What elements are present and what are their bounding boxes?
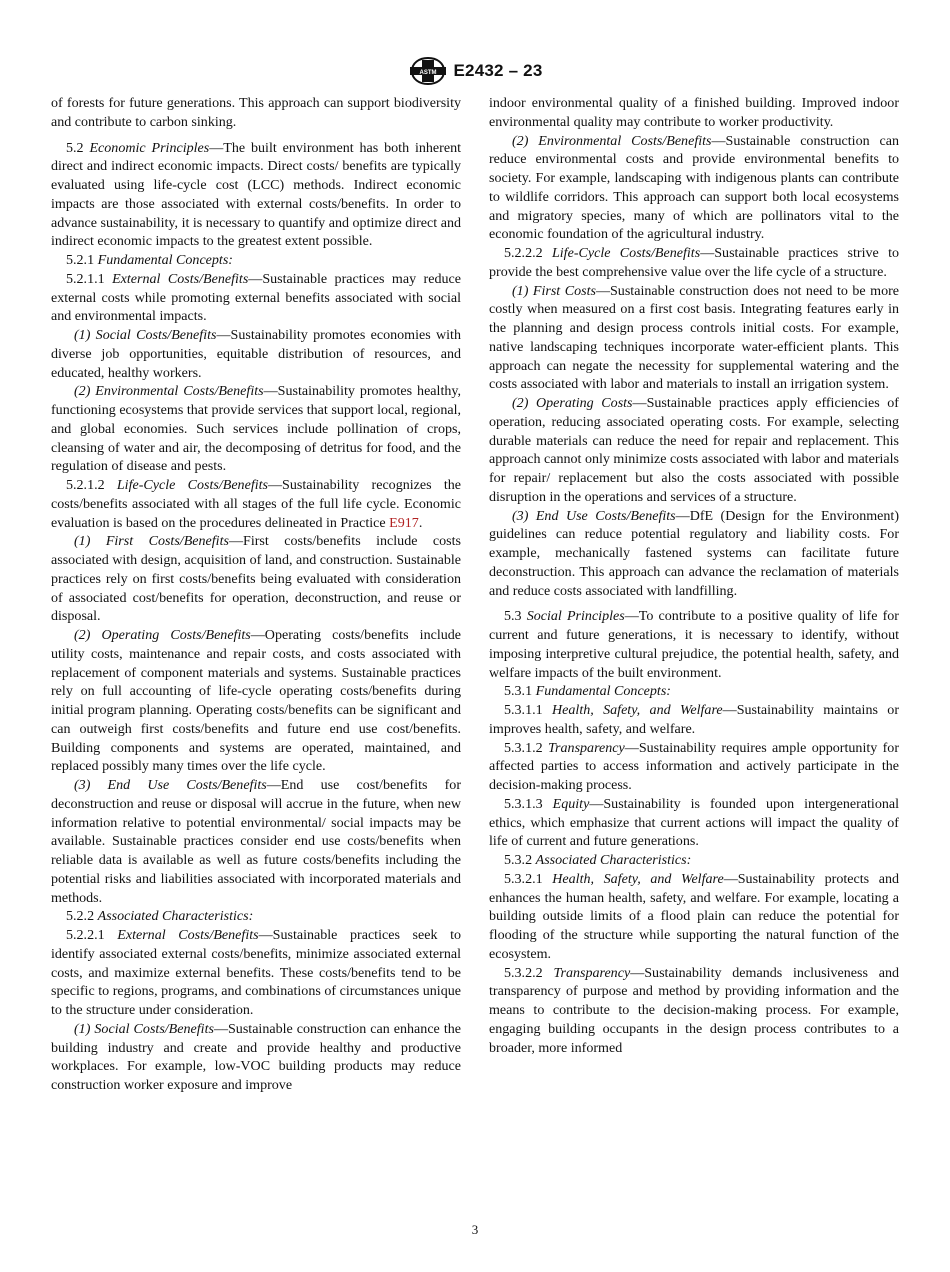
section-5-3-1: 5.3.1 Fundamental Concepts:	[504, 683, 671, 700]
left-column	[51, 94, 461, 1095]
section-5-2-2-1-item-2: (2) Environmental Costs/Benefits—Sustainable construction can reduce environmental costs and provide environmental benefits to society. For example, landscaping with indigenous plants can contribute to wildlife corridors. This approach can support both local ecosystems and migratory species, many of which are pollinators vital to the economic foundation of the agricultural industry.	[489, 132, 900, 243]
paragraph-forests: of forests for future generations. This approach can support biodiversity and contribute to carbon sinking.	[51, 95, 461, 130]
section-5-2-2-2-item-3: (3) End Use Costs/Benefits—DfE (Design for the Environment) guidelines can reduce potential regulatory and liability costs. For example, mechanically fastened systems can facilitate future deconstruction. This approach can advance the reclamation of materials and reduce costs associated with landfilling.	[489, 507, 899, 599]
section-5-3-2-2: 5.3.2.2 Transparency—Sustainability demands inclusiveness and transparency of purpose and method by providing information and the means to contribute to the decision-making process. For example, engaging building occupants in the design process contributes to a broader, more informed	[489, 964, 899, 1056]
page-header	[0, 56, 950, 86]
section-5-2-2: 5.2.2 Associated Characteristics:	[66, 908, 254, 925]
section-5-2-1: 5.2.1 Fundamental Concepts:	[66, 252, 233, 268]
section-5-2-2-2-item-2: (2) Operating Costs—Sustainable practices apply efficiencies of operation, reducing associated operating costs. For example, selecting durable materials can reduce the need for repair and replacement. This approach cannot only minimize costs associated with labor and materials for repair/ replacement but also the costs associated with possible disruption in the operations and services of a structure.	[489, 395, 899, 505]
astm-logo-icon	[408, 56, 448, 86]
section-5-2-2-2-item-1: (1) First Costs—Sustainable construction does not need to be more costly when measured on a first cost basis. Integrating features early in the planning and design process controls initial costs. For example, native landscaping techniques incorporate water-efficient plants. This approach can negate the necessity for supplemental watering and the costs associated with labor and materials to install an irrigation system.	[489, 282, 900, 393]
section-5-2-2-2: 5.2.2.2 Life-Cycle Costs/Benefits—Sustainable practices strive to provide the best comprehensive value over the life cycle of a structure.	[489, 245, 900, 280]
section-5-3-2: 5.3.2 Associated Characteristics:	[504, 852, 692, 868]
page-number: 3	[471, 1222, 479, 1237]
section-5-2-2-1: 5.2.2.1 External Costs/Benefits—Sustainable practices seek to identify associated external costs/benefits, minimize associated external costs, and maximize external benefits. These costs/benefits tend to be specific to regions, programs, and combinations of circumstances unique to the structure under consideration.	[51, 927, 462, 1018]
section-5-3: 5.3 Social Principles—To contribute to a positive quality of life for current and future generations, it is necessary to identify, without imposing interpretive cultural prejudice, the potential health, safety, and welfare impacts of the built environment.	[489, 608, 899, 681]
section-5-2-1-2-item-1: (1) First Costs/Benefits—First costs/benefits include costs associated with design, acquisition of land, and construction. Sustainable practices rely on first costs/benefits being evaluated with consideration of associated cost/benefits for operation, deconstruction, and reuse or disposal.	[51, 533, 462, 625]
section-5-2: 5.2 Economic Principles—The built environment has both inherent direct and indirect economic impacts. Direct costs/ benefits are typically evaluated using life-cycle cost (LCC) methods. Indirect economic impacts are those associated with external costs/benefits. In order to advance sustainability, it is necessary to quantify and optimize direct and indirect economic impacts to the greatest extent possible.	[51, 139, 462, 250]
section-5-2-1-2-item-2: (2) Operating Costs/Benefits—Operating costs/benefits include utility costs, maintenance and repair costs, and costs associated with replacement of component materials and systems. Sustainable practices rely on full accounting of life-cycle operating costs/benefits during initial program planning. Operating costs/benefits can be significant and can outweigh first costs/benefits and future end use cost/benefits. Building components and systems are operated, maintained, and replaced possibly many times over the life cycle.	[51, 627, 462, 775]
section-5-2-2-1-item-1: (1) Social Costs/Benefits—Sustainable construction can enhance the building industry and create and provide healthy and productive workplaces. For example, low-VOC building products may reduce construction worker exposure and improve	[51, 1020, 461, 1093]
section-5-2-1-2: 5.2.1.2 Life-Cycle Costs/Benefits—Sustainability recognizes the costs/benefits associated with all stages of the full life cycle. Economic evaluation is based on the procedures delineated in Practice E917.	[51, 477, 461, 531]
paragraph-indoor-quality: indoor environmental quality of a finished building. Improved indoor environmental quality may contribute to worker productivity.	[489, 95, 899, 130]
section-5-2-1-2-item-3: (3) End Use Costs/Benefits—End use cost/benefits for deconstruction and reuse or disposal will accrue in the future, when new information relative to potential environmental/ social impacts may be available. Sustainable practices consider end use costs/benefits when reliable data is available as well as future costs/benefits including the potential risks and liabilities associated with incorporated materials and methods.	[51, 777, 462, 906]
section-5-3-1-2: 5.3.1.2 Transparency—Sustainability requires ample opportunity for affected parties to access information and actively participate in the decision-making process.	[489, 739, 900, 793]
section-5-3-2-1: 5.3.2.1 Health, Safety, and Welfare—Sustainability protects and enhances the human health, safety, and welfare. For example, locating a building outside limits of a flood plain can reduce the potential for flooding of the structure while supporting the natural function of the ecosystem.	[489, 870, 900, 962]
section-5-3-1-3: 5.3.1.3 Equity—Sustainability is founded upon intergenerational ethics, which emphasize that current actions will impact the quality of life of current and future generations.	[489, 795, 899, 850]
document-number: E2432 – 23	[453, 61, 543, 80]
section-5-2-1-1-item-2: (2) Environmental Costs/Benefits—Sustainability promotes healthy, functioning ecosystems that provide services that support local, regional, and global economies. Such services include pollination of crops, cleansing of water and air, the decomposing of detritus for food, and the regulation of disease and pests.	[51, 383, 461, 475]
svg-text:ASTM: ASTM	[419, 70, 437, 76]
section-5-2-1-1: 5.2.1.1 External Costs/Benefits—Sustainable practices may reduce external costs while promoting external benefits associated with social and environmental impacts.	[51, 270, 461, 325]
right-column	[489, 94, 899, 1057]
section-5-2-1-1-item-1: (1) Social Costs/Benefits—Sustainability promotes economies with diverse job opportunities, equitable distribution of resources, and educated, healthy workers.	[51, 327, 461, 381]
practice-e917-link[interactable]: E917	[389, 514, 419, 531]
section-5-3-1-1: 5.3.1.1 Health, Safety, and Welfare—Sustainability maintains or improves health, safety, and welfare.	[489, 702, 899, 737]
